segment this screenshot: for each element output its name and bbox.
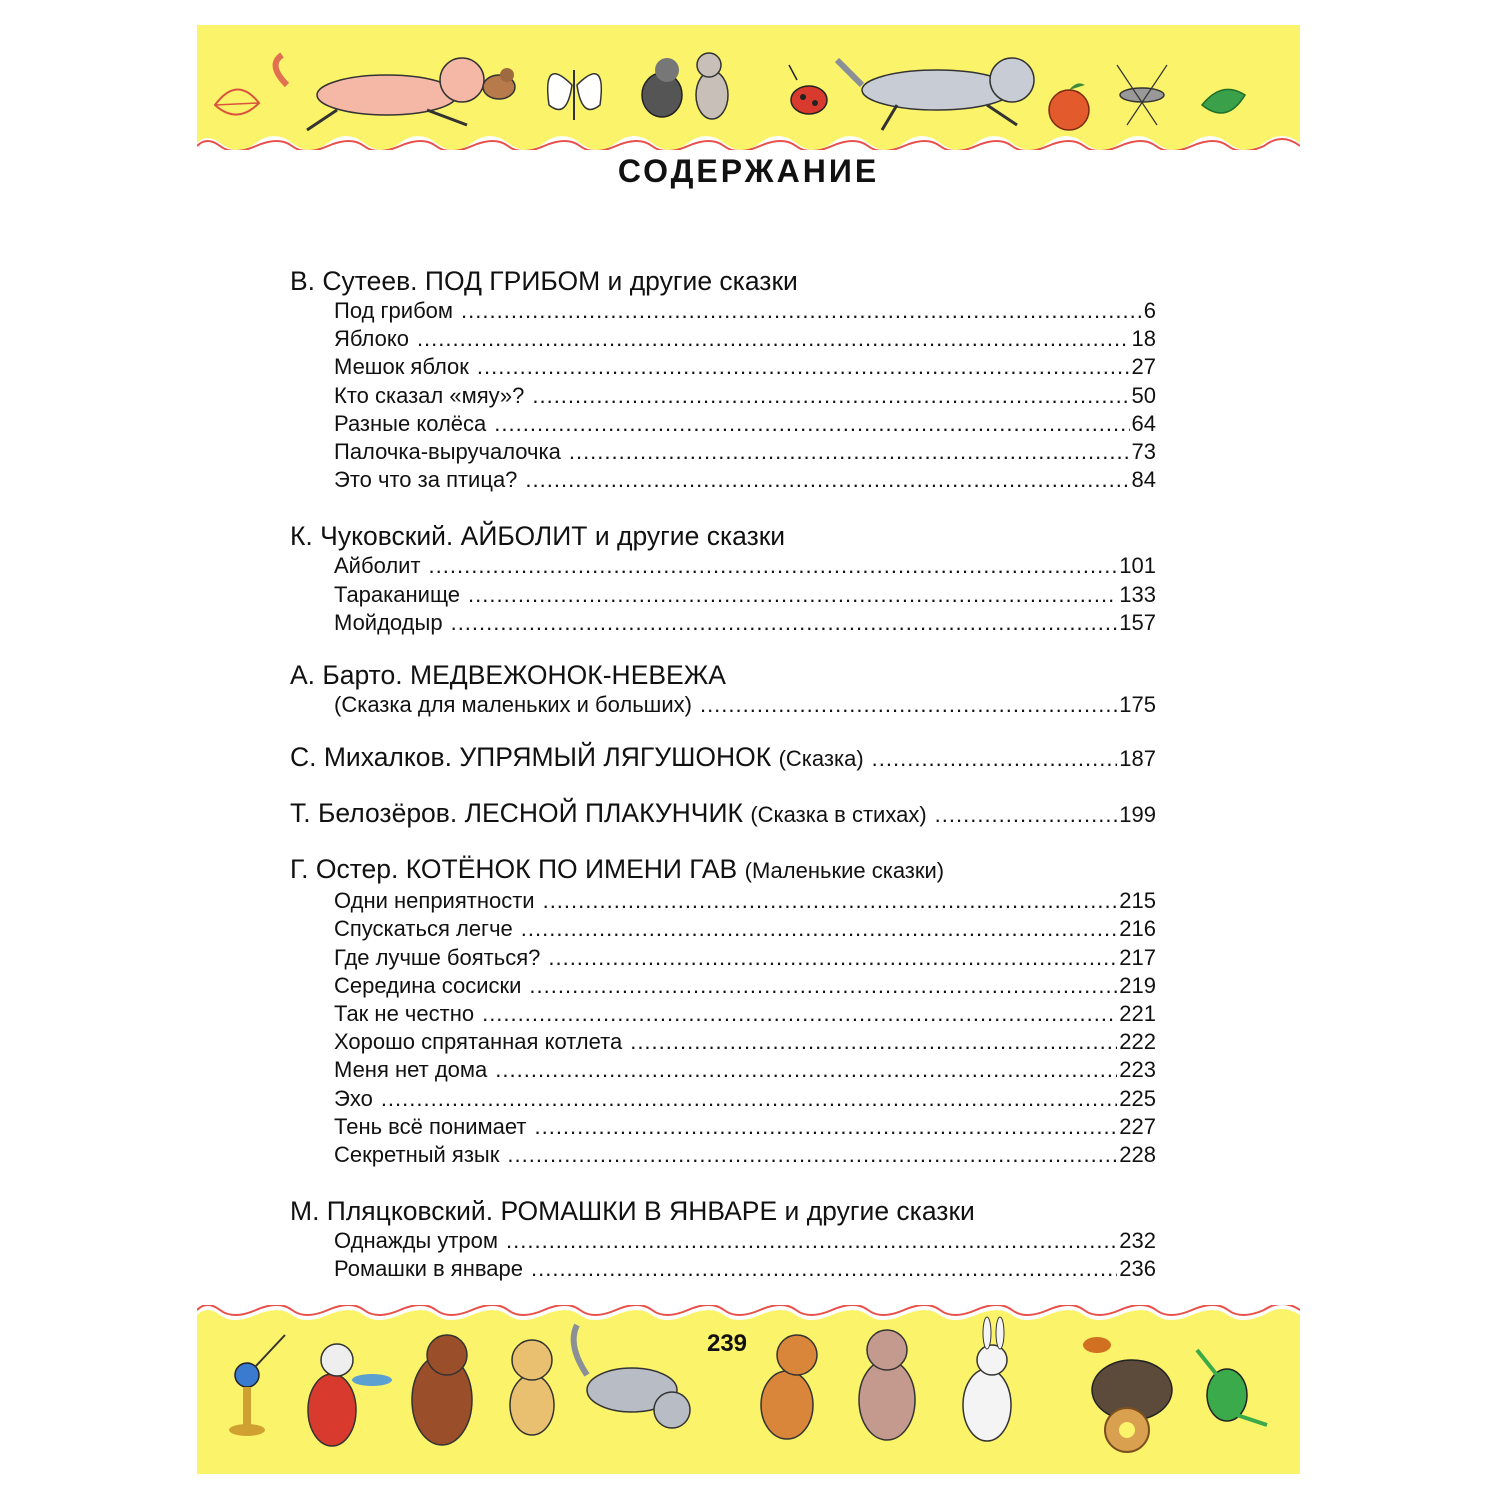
page-number: 239 [706,1330,748,1357]
section-subtitle: (Маленькие сказки) [744,858,945,884]
toc-entry[interactable]: Айболит ..... 101 [290,552,1156,580]
section-title: КОТЁНОК ПО ИМЕНИ ГАВ [405,854,738,885]
section-title: ПОД ГРИБОМ [424,266,601,296]
toc-entry[interactable]: Это что за птица? ..... 84 [290,466,1156,494]
toc-section-mikhalkov [290,741,1156,775]
toc-entry[interactable]: С. Михалков. УПРЯМЫЙ ЛЯГУШОНОК (Сказка) ..... 187 [290,741,1156,775]
section-title: МЕДВЕЖОНОК-НЕВЕЖА [410,660,726,691]
toc-entry[interactable]: Однажды утром ..... 232 [290,1227,1156,1255]
top-band-drawing [197,25,1300,150]
toc-entry[interactable]: Мойдодыр ..... 157 [290,609,1156,637]
toc-entry[interactable]: Одни неприятности ..... 215 [290,887,1156,915]
leopard-cub-icon [510,1340,554,1435]
toc-section-suteev [290,265,1156,494]
section-subtitle: и другие сказки [607,266,798,296]
toc-entry[interactable]: Тень всё понимает ..... 227 [290,1113,1156,1141]
toc-section-plyatskovsky [290,1195,1156,1283]
toc-entry[interactable]: Спускаться легче ..... 216 [290,915,1156,943]
section-author: К. Чуковский. [290,521,454,552]
toc-entry[interactable]: Где лучше бояться? ..... 217 [290,944,1156,972]
section-heading [290,520,1156,552]
toc-entry[interactable]: Кто сказал «мяу»? ..... 50 [290,382,1156,410]
toc-entry[interactable]: Т. Белозёров. ЛЕСНОЙ ПЛАКУНЧИК (Сказка в стихах) ..... 199 [290,797,1156,831]
table-of-contents [290,265,1156,1284]
toc-entry[interactable]: Хорошо спрятанная котлета ..... 222 [290,1028,1156,1056]
toc-entry[interactable]: (Сказка для маленьких и больших) ..... 175 [290,691,1156,719]
toc-entry[interactable]: Под грибом ..... 6 [290,297,1156,325]
section-subtitle: (Сказка) [778,746,864,772]
section-author: Г. Остер. [290,854,399,885]
section-subtitle: (Сказка в стихах) [750,802,927,828]
toc-entry[interactable]: Яблоко ..... 18 [290,325,1156,353]
section-subtitle: и другие сказки [594,521,786,552]
section-heading [290,265,1156,297]
section-author: В. Сутеев. [290,266,418,296]
toc-section-belozerov [290,797,1156,831]
section-author: М. Пляцковский. [290,1196,494,1227]
toc-section-oster [290,853,1156,1169]
toc-entry[interactable]: Меня нет дома ..... 223 [290,1056,1156,1084]
toc-entry[interactable]: Эхо ..... 225 [290,1085,1156,1113]
page-title: СОДЕРЖАНИЕ [617,153,880,189]
toc-entry[interactable]: Тараканище ..... 133 [290,581,1156,609]
section-author: С. Михалков. [290,742,452,773]
toc-section-barto [290,659,1156,719]
section-heading [290,853,1156,887]
section-title: РОМАШКИ В ЯНВАРЕ [500,1196,778,1227]
toc-entry[interactable]: Мешок яблок ..... 27 [290,353,1156,381]
hippo-icon [859,1330,915,1440]
top-illustration-band [197,25,1300,150]
section-subtitle: и другие сказки [784,1196,975,1227]
section-title: УПРЯМЫЙ ЛЯГУШОНОК [459,742,772,773]
toc-entry[interactable]: Ромашки в январе ..... 236 [290,1255,1156,1283]
section-author: Т. Белозёров. [290,798,458,829]
toc-entry[interactable]: Разные колёса ..... 64 [290,410,1156,438]
toc-entry[interactable]: Секретный язык ..... 228 [290,1141,1156,1169]
section-heading [290,1195,1156,1227]
toc-entry[interactable]: Середина сосиски ..... 219 [290,972,1156,1000]
toc-entry[interactable]: Палочка-выручалочка ..... 73 [290,438,1156,466]
toc-entry[interactable]: Так не честно ..... 221 [290,1000,1156,1028]
book-page [197,25,1300,1474]
toc-section-chukovsky [290,520,1156,637]
section-author: А. Барто. [290,660,403,691]
section-title: АЙБОЛИТ [460,521,588,552]
section-title: ЛЕСНОЙ ПЛАКУНЧИК [464,798,743,829]
section-heading [290,659,1156,691]
